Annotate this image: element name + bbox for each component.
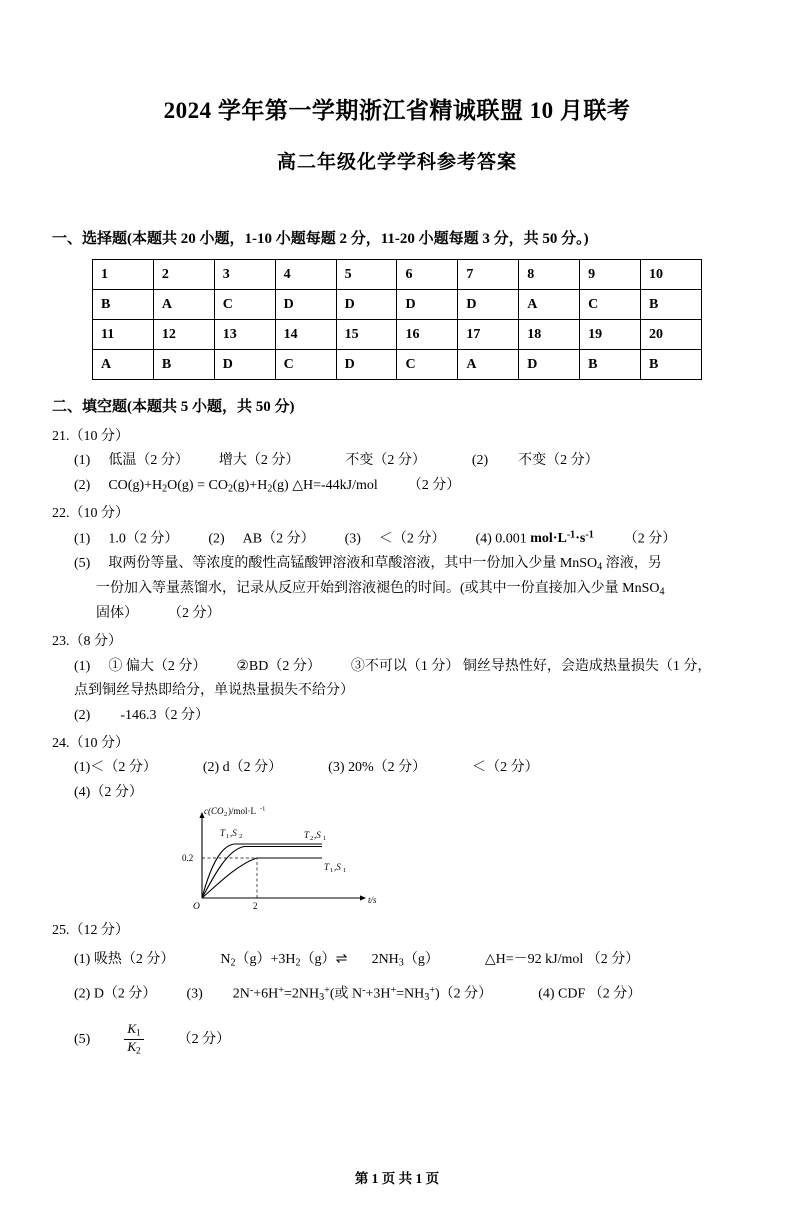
- q22-unit-p2: ·s: [575, 531, 586, 547]
- q25-sup-1: -: [249, 985, 254, 997]
- table-cell: 2: [153, 260, 214, 290]
- q23-label-1: (1): [74, 658, 91, 674]
- q23-ans-1: ① 偏大（2 分）: [108, 658, 207, 674]
- concentration-time-chart: [172, 806, 472, 914]
- q22-ans-5-score: （2 分）: [168, 606, 221, 622]
- question-22-line-5c: [52, 603, 742, 625]
- q21-eq-p4: (g) △H=-44kJ/mol: [272, 477, 378, 493]
- svg-text:O: O: [193, 901, 200, 912]
- table-row: [93, 320, 702, 350]
- q25-sub-3: 3: [398, 957, 404, 969]
- q22-ans-5-p2: 溶液，另: [602, 555, 662, 571]
- table-cell: B: [641, 350, 702, 380]
- svg-text:-1: -1: [260, 805, 266, 813]
- q21-label-1: (1): [74, 453, 91, 469]
- svg-text:T: T: [324, 861, 330, 872]
- question-23-line-1: [52, 656, 742, 678]
- q22-ans-5-p3: 一份加入等量蒸馏水，记录从反应开始到溶液褪色的时间。(或其中一份直接加入少量 MnSO: [96, 581, 660, 597]
- q22-ans-3: ＜（2 分）: [378, 531, 446, 547]
- q25-eq-p5: （g）: [403, 952, 439, 968]
- q25-sub-2: 2: [295, 957, 301, 969]
- k1-numerator: $K_1$: [124, 1022, 143, 1040]
- table-cell: A: [93, 350, 154, 380]
- table-cell: D: [336, 290, 397, 320]
- q25-eq-p3: （g）: [300, 952, 336, 968]
- q25-eq-p1: N: [220, 952, 231, 968]
- table-cell: 12: [153, 320, 214, 350]
- table-cell: 6: [397, 260, 458, 290]
- svg-text:1: 1: [330, 866, 334, 874]
- q21-eq-p3: (g)+H: [232, 477, 268, 493]
- table-cell: 4: [275, 260, 336, 290]
- document-body: [52, 228, 742, 1057]
- table-row: [93, 290, 702, 320]
- svg-text:2: 2: [224, 810, 228, 818]
- q22-unit: [530, 531, 594, 546]
- q22-ans-2: AB（2 分）: [242, 531, 315, 547]
- q22-unit-sup2: -1: [585, 529, 594, 541]
- page-footer: 第 1 页 共 1 页: [354, 1171, 440, 1186]
- table-cell: 17: [458, 320, 519, 350]
- table-cell: 9: [580, 260, 641, 290]
- question-25-line-2: [52, 983, 742, 1006]
- q23-label-2: (2): [74, 707, 91, 723]
- q25-ans-4: (4) CDF （2 分）: [538, 987, 642, 1002]
- q25-sup-5: +: [390, 985, 397, 997]
- table-cell: 16: [397, 320, 458, 350]
- table-cell: B: [93, 290, 154, 320]
- table-cell: C: [580, 290, 641, 320]
- svg-text:T: T: [304, 829, 310, 840]
- q25-ion-p6: =NH: [396, 987, 425, 1002]
- svg-text:T: T: [220, 827, 226, 838]
- table-cell: A: [519, 290, 580, 320]
- table-cell: D: [214, 350, 275, 380]
- question-21-number: 21.（10 分）: [52, 428, 129, 444]
- question-22-line-5a: [52, 553, 742, 575]
- q21-ans-1: 低温（2 分）: [108, 453, 189, 469]
- q22-unit-p1: mol·L: [530, 531, 567, 547]
- svg-text:t/s: t/s: [368, 894, 377, 905]
- q25-sub-5: 3: [424, 992, 430, 1004]
- q21-ans-2: 增大（2 分）: [218, 453, 300, 469]
- section-1-heading: 一、选择题(本题共 20 小题，1-10 小题每题 2 分，11-20 小题每题 3 分，共 50 分。): [52, 231, 589, 247]
- q22-ans-5-p4: 固体）: [96, 606, 138, 622]
- q25-sup-3: +: [324, 985, 330, 997]
- q25-sup-4: -: [362, 985, 366, 997]
- k-ratio-fraction: [124, 1022, 143, 1057]
- svg-text:,S: ,S: [314, 829, 321, 840]
- q21-ans-4: 不变（2 分）: [518, 453, 599, 469]
- q21-eq-sub1: 2: [162, 483, 168, 495]
- table-cell: C: [214, 290, 275, 320]
- q25-ans-2: (2) D（2 分）: [74, 987, 157, 1002]
- q21-eq-sub3: 2: [267, 483, 273, 495]
- table-cell: C: [397, 350, 458, 380]
- question-25-number: 25.（12 分）: [52, 922, 129, 938]
- question-24-number: 24.（10 分）: [52, 735, 129, 751]
- q22-sub-1: 4: [597, 561, 603, 573]
- q24-ans-2: (2) d（2 分）: [202, 760, 283, 776]
- svg-text:1: 1: [323, 834, 327, 842]
- table-cell: C: [275, 350, 336, 380]
- question-22-number: 22.（10 分）: [52, 506, 129, 521]
- q25-sup-2: +: [278, 985, 284, 997]
- q23-ans-2: ②BD（2 分）: [236, 658, 321, 674]
- q25-eq-p2: （g）+3H: [235, 952, 296, 968]
- svg-text:,S: ,S: [230, 827, 237, 838]
- q22-ans-4-score: （2 分）: [623, 531, 677, 547]
- table-cell: D: [397, 290, 458, 320]
- table-cell: B: [153, 350, 214, 380]
- svg-text:1: 1: [226, 832, 230, 840]
- chart-svg: [172, 806, 472, 914]
- q21-label-3: (2): [74, 477, 91, 493]
- q25-ans-1: (1) 吸热（2 分）: [74, 952, 175, 968]
- question-23-number: 23.（8 分）: [52, 633, 122, 649]
- question-21-line-2: [52, 475, 742, 497]
- q25-sub-1: 2: [230, 957, 236, 969]
- q25-ion-p4: (或 N: [329, 987, 363, 1002]
- k2-denominator: $K_2$: [127, 1039, 141, 1057]
- q22-ans-1: 1.0（2 分）: [108, 531, 179, 547]
- answer-sheet-page: [0, 92, 794, 1215]
- q21-eq-sub2: 2: [227, 483, 233, 495]
- table-cell: 19: [580, 320, 641, 350]
- q22-sub-2: 4: [659, 586, 665, 598]
- question-23-line-2: 点到铜丝导热即给分，单说热量损失不给分）: [74, 683, 354, 699]
- table-cell: 15: [336, 320, 397, 350]
- question-25-line-5: [52, 1022, 742, 1057]
- q24-ans-4: ＜（2 分）: [472, 760, 539, 776]
- question-24-line-1: [52, 757, 742, 779]
- q22-ans-5-p1: 取两份等量、等浓度的酸性高锰酸钾溶液和草酸溶液，其中一份加入少量 MnSO: [108, 555, 598, 571]
- table-row: [93, 260, 702, 290]
- table-cell: 10: [641, 260, 702, 290]
- q25-ion-p1: 2N: [232, 987, 250, 1002]
- q22-label-2: (2): [208, 531, 225, 547]
- table-cell: D: [519, 350, 580, 380]
- q25-ion-p5: +3H: [365, 987, 391, 1002]
- q22-label-3: (3): [344, 531, 361, 547]
- svg-text:0.2: 0.2: [182, 852, 194, 863]
- question-24-line-2: (4)（2 分）: [74, 784, 143, 800]
- q24-ans-1: (1)＜（2 分）: [74, 760, 157, 776]
- question-23-line-3: [52, 705, 742, 727]
- table-row: [93, 350, 702, 380]
- q25-label-3: (3): [186, 987, 203, 1002]
- q21-eq-p2: O(g) = CO: [167, 477, 228, 493]
- table-cell: 7: [458, 260, 519, 290]
- q25-ion-p7: )（2 分）: [435, 987, 493, 1002]
- table-cell: B: [641, 290, 702, 320]
- question-25-line-1: [52, 949, 742, 971]
- question-22-line-5b: [52, 578, 742, 600]
- table-cell: 1: [93, 260, 154, 290]
- table-cell: 11: [93, 320, 154, 350]
- svg-text:1: 1: [343, 866, 347, 874]
- table-cell: D: [458, 290, 519, 320]
- q22-unit-sup1: -1: [566, 529, 576, 541]
- q25-ion-p3: =2NH: [283, 987, 320, 1002]
- svg-text:2: 2: [253, 900, 258, 911]
- table-cell: 18: [519, 320, 580, 350]
- q24-ans-3: (3) 20%（2 分）: [328, 760, 427, 776]
- svg-text:c(CO: c(CO: [204, 805, 224, 816]
- table-cell: 20: [641, 320, 702, 350]
- table-cell: 5: [336, 260, 397, 290]
- table-cell: 13: [214, 320, 275, 350]
- q25-sup-6: +: [429, 985, 436, 997]
- q21-label-2: (2): [471, 453, 489, 469]
- q22-label-5: (5): [74, 555, 91, 571]
- q25-eq-p4: 2NH: [371, 952, 399, 968]
- table-cell: A: [458, 350, 519, 380]
- q21-eq-p1: CO(g)+H: [108, 477, 163, 493]
- section-2-heading: 二、填空题(本题共 5 小题，共 50 分): [52, 399, 295, 416]
- multiple-choice-answer-table: [92, 259, 702, 380]
- q22-label-4: (4) 0.001: [475, 531, 527, 547]
- equilibrium-arrow-icon: ⇌: [335, 952, 348, 968]
- q25-sub-4: 3: [319, 992, 325, 1004]
- q25-ans-5-score: （2 分）: [177, 1031, 231, 1047]
- svg-text:2: 2: [239, 832, 243, 840]
- q23-ans-4: -146.3（2 分）: [120, 707, 209, 723]
- table-cell: 3: [214, 260, 275, 290]
- q23-ans-3: ③不可以（1 分） 铜丝导热性好，会造成热量损失（1 分，: [350, 658, 712, 674]
- table-cell: 14: [275, 320, 336, 350]
- table-cell: B: [580, 350, 641, 380]
- q25-label-5: (5): [74, 1031, 91, 1047]
- table-cell: 8: [519, 260, 580, 290]
- table-cell: A: [153, 290, 214, 320]
- svg-text:)/mol·L: )/mol·L: [228, 805, 256, 816]
- q25-ion-p2: +6H: [253, 987, 279, 1002]
- page-subtitle: 高二年级化学学科参考答案: [276, 152, 517, 173]
- table-cell: D: [336, 350, 397, 380]
- question-21-line-1: [52, 450, 742, 472]
- q21-eq-score: （2 分）: [407, 477, 461, 493]
- question-22-line-1: [52, 528, 742, 550]
- q21-ans-3: 不变（2 分）: [345, 453, 426, 469]
- q25-eq-dh: △H=－92 kJ/mol （2 分）: [484, 952, 640, 968]
- table-cell: D: [275, 290, 336, 320]
- svg-text:,S: ,S: [334, 861, 341, 872]
- page-title: 2024 学年第一学期浙江省精诚联盟 10 月联考: [163, 98, 631, 123]
- svg-text:2: 2: [310, 834, 314, 842]
- q22-label-1: (1): [74, 531, 91, 547]
